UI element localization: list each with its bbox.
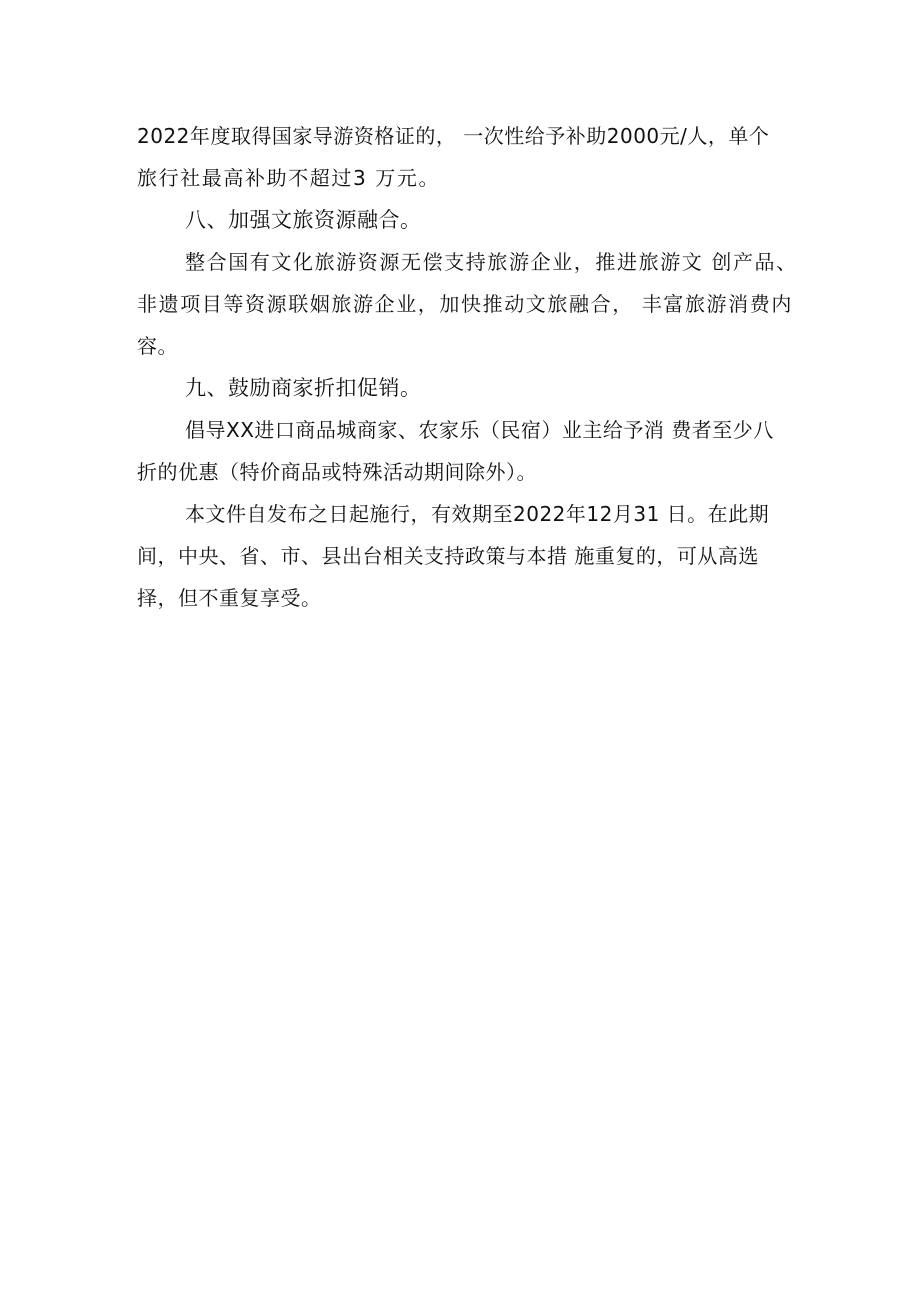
body-line: 择，但不重复享受。	[137, 586, 322, 610]
section-heading-9: 九、鼓励商家折扣促销。	[185, 376, 422, 400]
body-line: 间，中央、省、市、县出台相关支持政策与本措 施重复的，可从高选	[137, 544, 759, 568]
body-line: 2022年度取得国家导游资格证的， 一次性给予补助2000元/人，单个	[137, 124, 770, 148]
body-line: 本文件自发布之日起施行，有效期至2022年12月31 日。在此期	[185, 502, 770, 526]
body-line: 非遗项目等资源联姻旅游企业，加快推动文旅融合， 丰富旅游消费内	[137, 292, 793, 316]
body-line: 整合国有文化旅游资源无偿支持旅游企业，推进旅游文 创产品、	[185, 250, 798, 274]
body-line: 容。	[137, 334, 178, 358]
body-line: 倡导XX进口商品城商家、农家乐（民宿）业主给予消 费者至少八	[185, 418, 774, 442]
body-line: 折的优惠（特价商品或特殊活动期间除外）。	[137, 460, 537, 484]
body-line: 旅行社最高补助不超过3 万元。	[137, 166, 441, 190]
document-body	[137, 115, 797, 619]
section-heading-8: 八、加强文旅资源融合。	[185, 208, 422, 232]
